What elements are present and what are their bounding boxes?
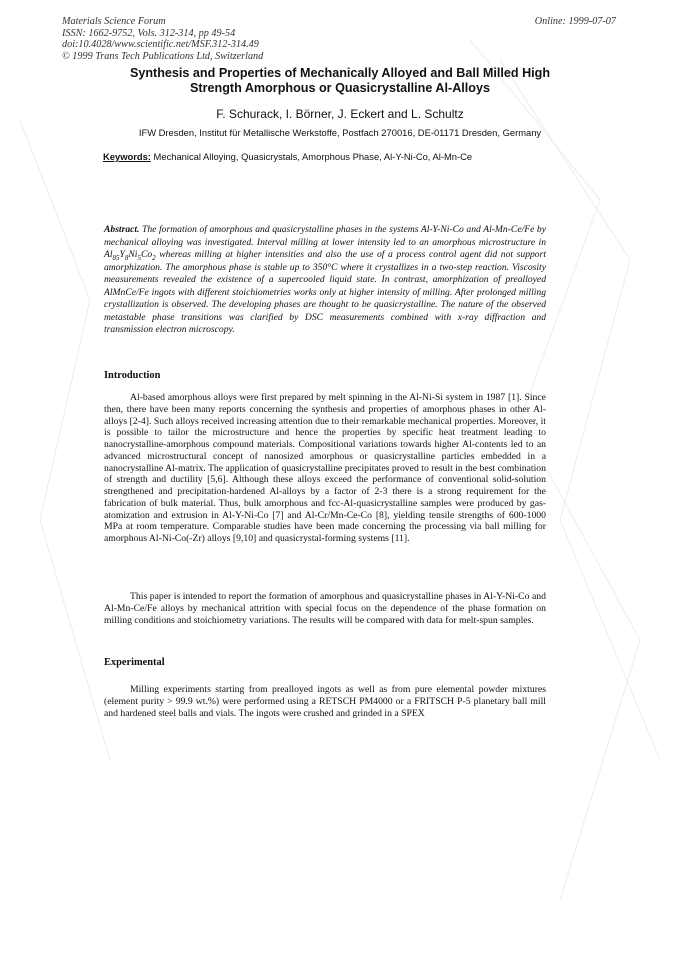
online-date: Online: 1999-07-07 <box>534 16 616 27</box>
journal-name: Materials Science Forum <box>62 16 166 27</box>
affiliation: IFW Dresden, Institut für Metallische Werkstoffe, Postfach 270016, DE-01171 Dresden, Germany <box>138 127 542 138</box>
keywords-label: Keywords: <box>103 151 151 162</box>
keywords-text: Mechanical Alloying, Quasicrystals, Amorphous Phase, Al-Y-Ni-Co, Al-Mn-Ce <box>153 151 473 162</box>
abstract-sub: 85 <box>112 254 120 262</box>
paragraph-text: This paper is intended to report the formation of amorphous and quasicrystalline phases in Al-Y-Ni-Co and Al-Mn-Ce/Fe alloys by mechanical attrition with special focus on the dependence of the phase formation on milling conditions and stoichiometry variations. The results will be compared with data for melt-spun samples. <box>104 591 546 626</box>
experimental-paragraph-1 <box>104 684 546 719</box>
paragraph-text: Al-based amorphous alloys were first prepared by melt spinning in the Al-Ni-Si system in 1987 [1]. Since then, there have been many reports concerning the synthesis and properties of amorphous phases in other Al-alloys [2-4]. Such alloys received increasing attention due to their remarkable mechanical properties. Moreover, it is possible to tailor the microstructure and hence the properties by specific heat treatment leading to nanocrystalline-amorphous compound materials. Compositional variations towards higher Al-contents led to an advanced microstructural concept of nanosized amorphous or quasicrystalline particles embedded in a nanocrystalline Al-matrix. The application of quasicrystalline precipitates proved to result in the best combination of strength and ductility [5,6]. Although these alloys exceed the performance of conventional solid-solution strengthened and precipitation-hardened Al-alloys by a factor of 2-3 there is a strong requirement for the fabrication of bulk material. Thus, bulk amorphous and fcc-Al-quasicrystalline samples were produced by gas-atomization and extrusion in Al-Y-Ni-Co [7] and Al-Cr/Mn-Ce-Co [8], yielding tensile strengths of 600-1000 MPa at room temperature. Comparable studies have been made concerning the processing via ball milling for amorphous Al-Ni-Co(-Zr) alloys [9,10] and quasicrystal-forming systems [11]. <box>104 392 546 544</box>
experimental-heading: Experimental <box>104 657 165 668</box>
copyright-line: © 1999 Trans Tech Publications Ltd, Switzerland <box>62 50 264 62</box>
introduction-paragraph-2 <box>104 591 546 626</box>
abstract <box>104 224 546 337</box>
title-line-2: Strength Amorphous or Quasicrystalline Al-Alloys <box>190 80 490 95</box>
paper-title <box>70 66 610 96</box>
abstract-sub: 2 <box>152 254 156 262</box>
abstract-text-1: The formation of amorphous and quasicrystalline phases in the systems Al-Y-Ni-Co and Al-Mn-Ce/Fe by mechanical alloying was investigated. Interval milling at lower intensity led to an amorphous microstructure in Al <box>104 224 546 261</box>
paragraph-text: Milling experiments starting from prealloyed ingots as well as from pure elemental powder mixtures (element purity > 99.9 wt.%) were performed using a RETSCH PM4000 or a FRITSCH P-5 planetary ball mill and hardened steel balls and vials. The ingots were crushed and grinded in a SPEX <box>104 684 546 719</box>
abstract-formula: Ni <box>128 249 138 261</box>
abstract-text-2: whereas milling at higher intensities and also the use of a process control agent did not support amorphization. The amorphous phase is stable up to 350°C where it crystallizes in a two-step reaction. Viscosity measurements revealed the existence of a supercooled liquid state. In contrast, amorphization of prealloyed AlMnCe/Fe ingots with different stoichiometries works only at higher intensity of milling. After prolonged milling crystallization is observed. The developing phases are thought to be quasicrystalline. The nature of the observed metastable phase transitions was clarified by DSC measurements combined with x-ray diffraction and transmission electron microscopy. <box>104 249 546 336</box>
abstract-formula: Y <box>119 249 125 261</box>
issn-line: ISSN: 1662-9752, Vols. 312-314, pp 49-54 <box>62 27 236 39</box>
abstract-sub: 8 <box>124 254 129 262</box>
introduction-heading: Introduction <box>104 370 161 381</box>
keywords-line <box>103 151 603 162</box>
author-list: F. Schurack, I. Börner, J. Eckert and L. Schultz <box>216 107 464 121</box>
abstract-label: Abstract. <box>104 224 140 235</box>
title-line-1: Synthesis and Properties of Mechanically Alloyed and Ball Milled High <box>129 66 551 80</box>
abstract-sub: 5 <box>137 254 141 262</box>
doi-line[interactable]: doi:10.4028/www.scientific.net/MSF.312-314.49 <box>62 39 259 51</box>
introduction-paragraph-1 <box>104 392 546 545</box>
abstract-formula: Co <box>140 249 153 261</box>
